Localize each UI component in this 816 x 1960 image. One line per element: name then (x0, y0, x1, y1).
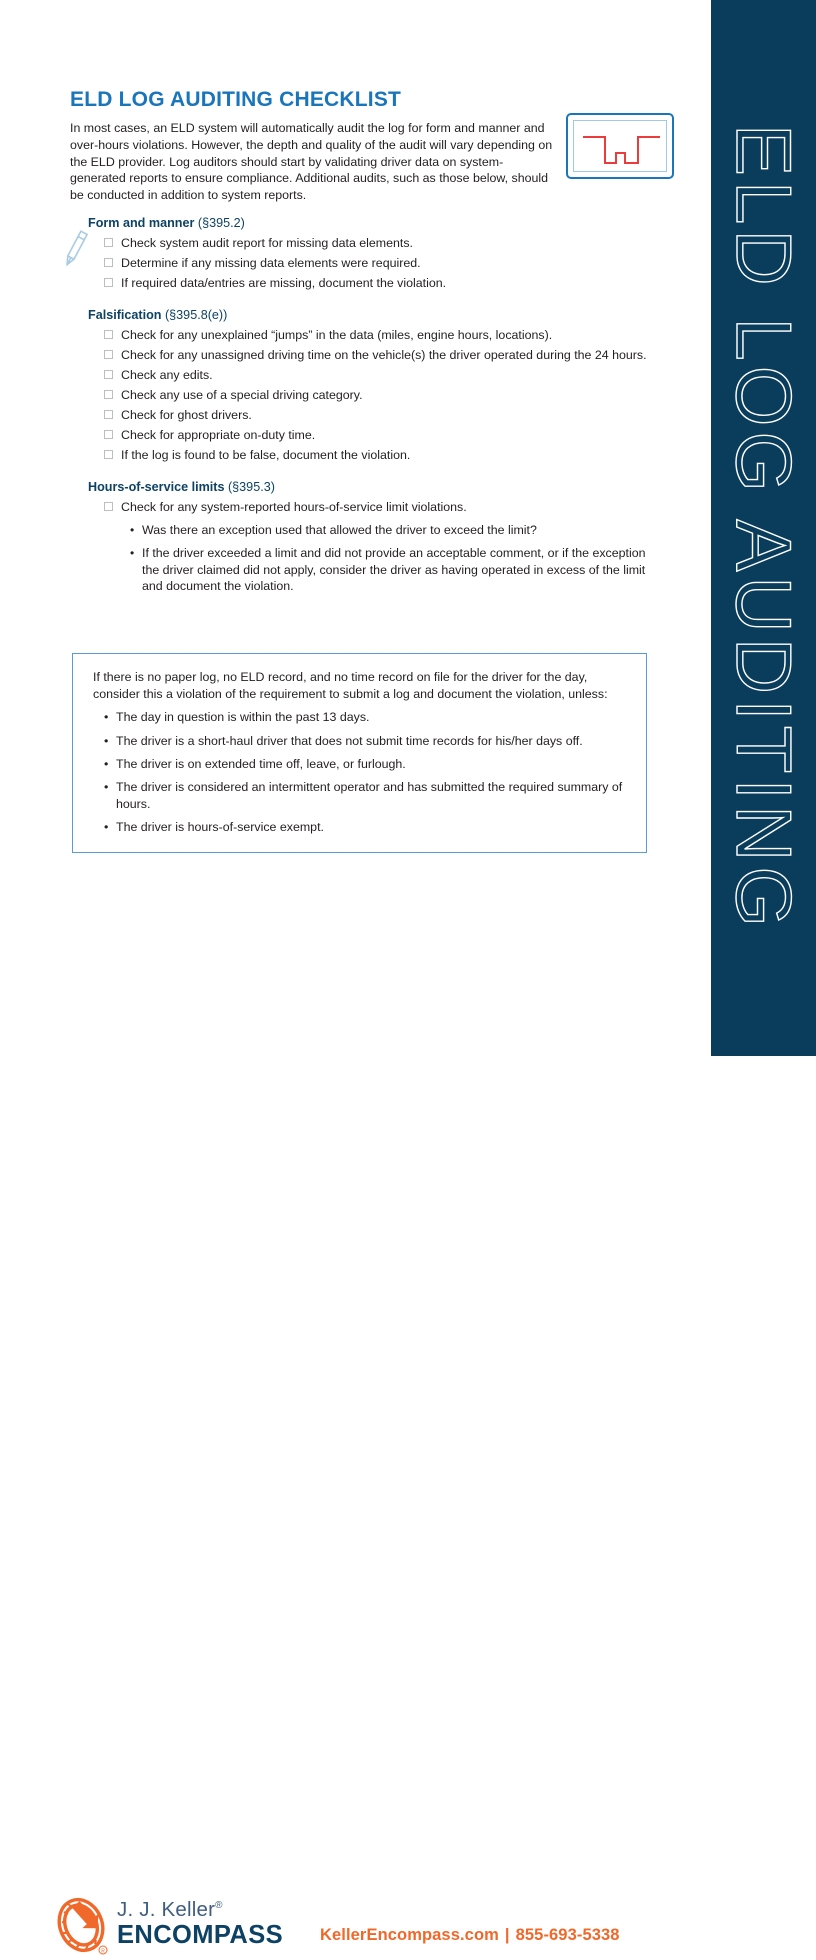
page-title: ELD LOG AUDITING CHECKLIST (70, 88, 402, 112)
callout-list-item: • The driver is a short-haul driver that does not submit time records for his/her days off. (105, 733, 628, 749)
footer-website-link[interactable]: KellerEncompass.com (320, 1926, 499, 1944)
checklist-item-label: If the log is found to be false, document the violation. (121, 448, 411, 462)
checkbox[interactable] (104, 258, 113, 267)
checkbox[interactable] (104, 350, 113, 359)
section-name: Form and manner (88, 216, 195, 230)
checklist-item-label: Check any edits. (121, 368, 213, 382)
jj-keller-swoosh-logo-icon (55, 1888, 113, 1960)
checkbox[interactable] (104, 238, 113, 247)
checklist-item[interactable] (104, 255, 648, 271)
checklist-item-label: Check for any system-reported hours-of-service limit violations. (121, 500, 467, 514)
checklist-item[interactable] (104, 499, 648, 515)
checkbox[interactable] (104, 450, 113, 459)
checklist-item[interactable] (104, 447, 648, 463)
checklist-item[interactable] (104, 367, 648, 383)
section-heading-falsification (88, 308, 648, 322)
registered-mark: ® (215, 1900, 223, 1911)
vertical-banner (711, 0, 816, 1056)
checklist-item-label: Determine if any missing data elements were required. (121, 256, 421, 270)
section-name: Falsification (88, 308, 162, 322)
checkbox[interactable] (104, 370, 113, 379)
checkbox[interactable] (104, 330, 113, 339)
checklist-item[interactable] (104, 327, 648, 343)
brand-keller-text: J. J. Keller (117, 1897, 216, 1921)
brand-name-encompass: ENCOMPASS (117, 1920, 284, 1949)
section-heading-hours-of-service-limits (88, 480, 648, 494)
checklist-item[interactable] (104, 235, 648, 251)
svg-text:R: R (101, 1948, 105, 1955)
callout-list-item: • The driver is considered an intermittent operator and has submitted the required summary of hours. (105, 779, 628, 812)
checklist-item-label: Check for appropriate on-duty time. (121, 428, 316, 442)
checkbox[interactable] (104, 390, 113, 399)
callout-list-item: • The driver is on extended time off, leave, or furlough. (105, 756, 628, 772)
checkbox[interactable] (104, 278, 113, 287)
checklist-item-label: If required data/entries are missing, document the violation. (121, 276, 447, 290)
section-reference: (§395.2) (194, 216, 245, 230)
checklist-item-label: Check for any unassigned driving time on the vehicle(s) the driver operated during the 24 hours. (121, 348, 647, 362)
log-graph-line (568, 115, 676, 181)
brand-name-keller (117, 1895, 283, 1921)
checklist-item[interactable] (104, 427, 648, 443)
callout-box (72, 653, 647, 853)
vertical-banner-text-wrap (711, 0, 816, 1056)
checklist-item-label: Check any use of a special driving category. (121, 388, 363, 402)
checkbox[interactable] (104, 502, 113, 511)
brand-lockup (117, 1895, 283, 1949)
callout-list-item: • The driver is hours-of-service exempt. (105, 819, 628, 835)
checklist-item-label: Check system audit report for missing data elements. (121, 236, 413, 250)
checklist-subitem: • Was there an exception used that allowed the driver to exceed the limit? (132, 522, 648, 538)
footer (0, 940, 711, 1955)
vertical-banner-label: ELD LOG AUDITING (719, 123, 808, 933)
intro-paragraph: In most cases, an ELD system will automatically audit the log for form and manner and over-hours violations. However, the depth and quality of the audit will vary depending on the ELD provider. Log auditors should start by validating driver data on system-generated reports to ensure compliance. Additional audits, such as those below, should be conducted in addition to system reports. (70, 121, 553, 202)
section-name: Hours-of-service limits (88, 480, 225, 494)
checklist-item-label: Check for ghost drivers. (121, 408, 252, 422)
checklist-item[interactable] (104, 347, 648, 363)
checklist-subitem: • If the driver exceeded a limit and did not provide an acceptable comment, or if the exception the driver claimed did not apply, consider the driver as having operated in excess of the limit and document the violation. (132, 545, 648, 594)
eld-log-graph-icon (566, 113, 674, 179)
callout-lead-text: If there is no paper log, no ELD record, and no time record on file for the driver for the day, consider this a violation of the requirement to submit a log and document the violation, unless: (93, 670, 608, 701)
pencil-icon (55, 225, 89, 271)
checkbox[interactable] (104, 430, 113, 439)
footer-phone[interactable]: 855-693-5338 (515, 1926, 620, 1944)
checklist-item[interactable] (104, 407, 648, 423)
checklist-item[interactable] (104, 275, 648, 291)
checkbox[interactable] (104, 410, 113, 419)
section-reference: (§395.3) (224, 480, 275, 494)
checklist-item-label: Check for any unexplained “jumps” in the data (miles, engine hours, locations). (121, 328, 553, 342)
callout-list-item: • The day in question is within the past 13 days. (105, 709, 628, 725)
checklist (88, 216, 648, 602)
section-heading-form-and-manner (88, 216, 648, 230)
footer-contact (320, 1926, 620, 1945)
footer-separator: | (504, 1926, 510, 1944)
section-reference: (§395.8(e)) (161, 308, 228, 322)
checklist-item[interactable] (104, 387, 648, 403)
